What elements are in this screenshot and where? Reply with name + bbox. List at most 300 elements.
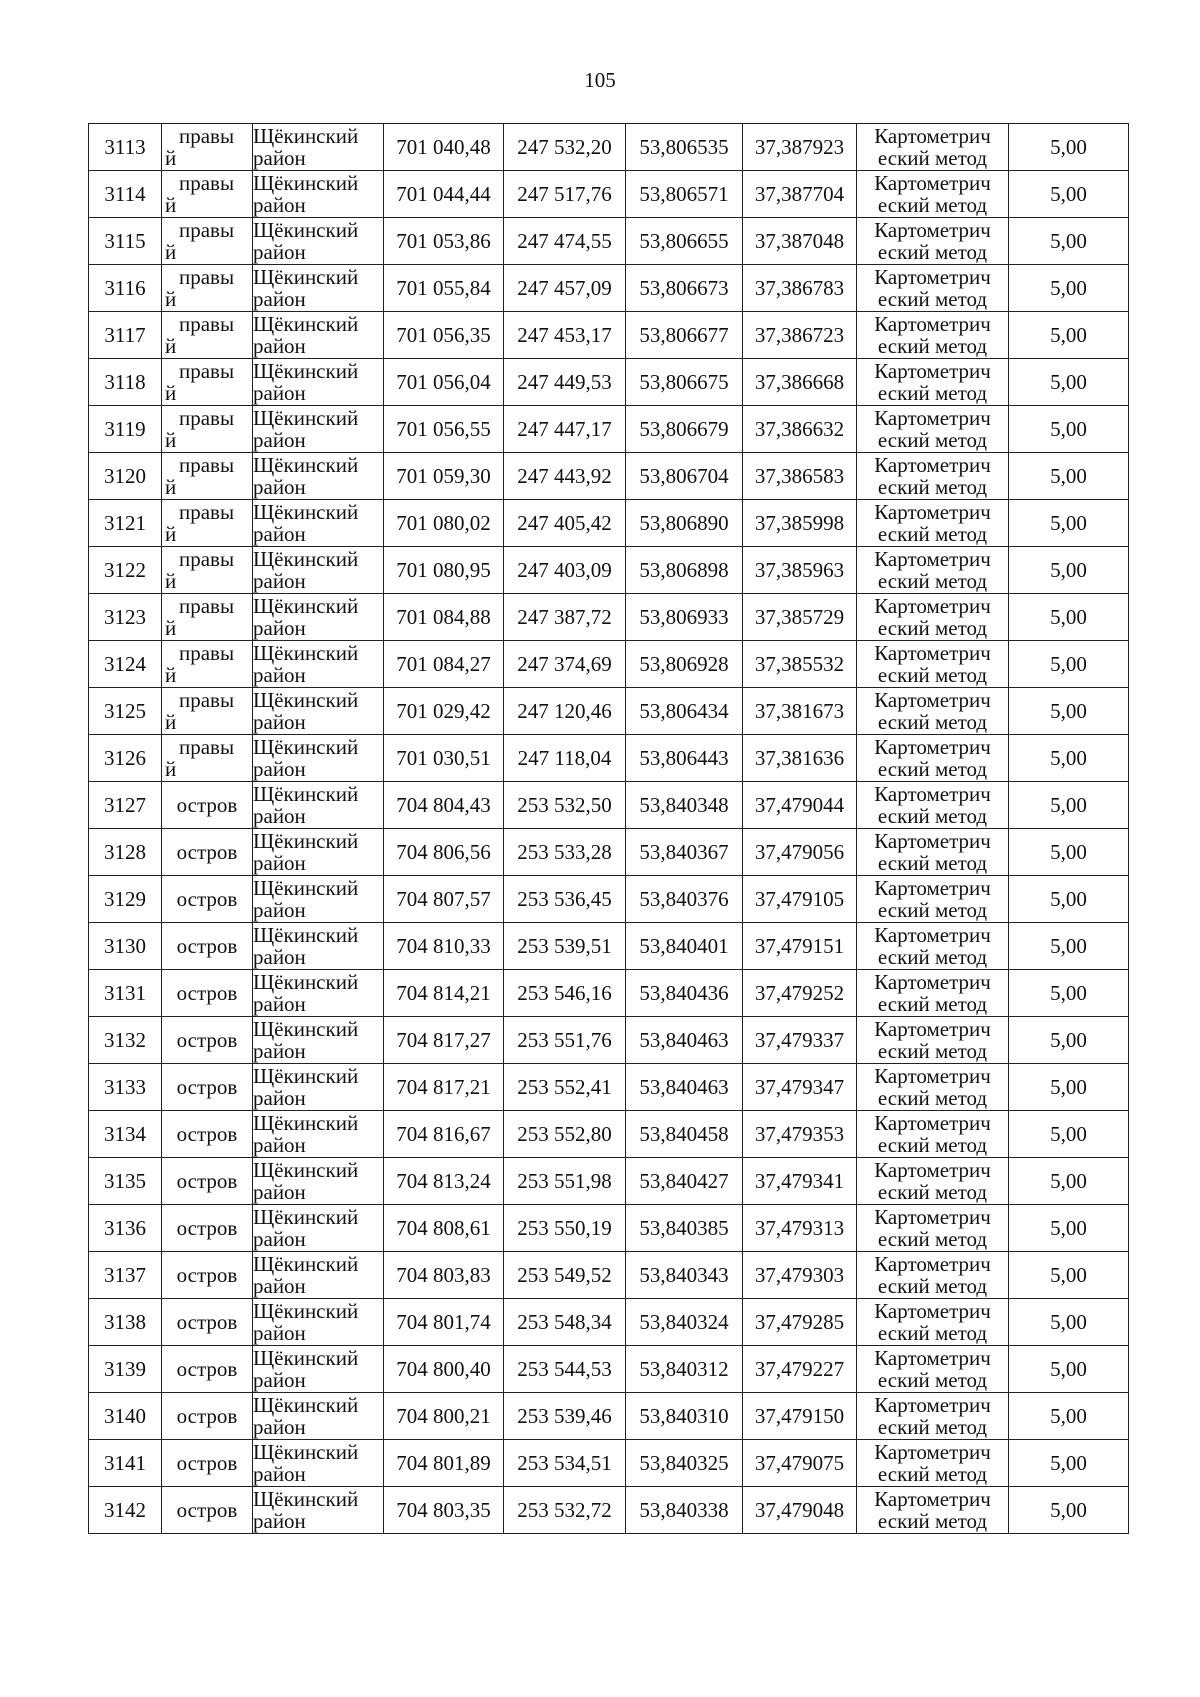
point-number-cell: 3126 [89, 735, 162, 782]
accuracy-cell: 5,00 [1009, 171, 1129, 218]
district-cell [253, 1017, 384, 1064]
x-coordinate-cell: 704 801,74 [384, 1299, 504, 1346]
method-line-1: Картометрич [874, 1205, 991, 1229]
latitude-cell: 53,806655 [626, 218, 743, 265]
table-row [89, 1346, 1129, 1393]
accuracy-cell: 5,00 [1009, 876, 1129, 923]
accuracy-cell: 5,00 [1009, 406, 1129, 453]
district-line-2: район [253, 1227, 306, 1251]
method-line-1: Картометрич [874, 782, 991, 806]
x-coordinate-cell: 701 084,27 [384, 641, 504, 688]
longitude-cell: 37,385998 [743, 500, 857, 547]
latitude-cell: 53,840325 [626, 1440, 743, 1487]
method-cell [857, 1158, 1009, 1205]
point-number-cell: 3133 [89, 1064, 162, 1111]
x-coordinate-cell: 701 059,30 [384, 453, 504, 500]
latitude-cell: 53,806535 [626, 124, 743, 171]
method-cell [857, 406, 1009, 453]
district-line-1: Щёкинский [253, 1205, 359, 1229]
method-line-2: еский метод [877, 1039, 988, 1063]
method-cell [857, 265, 1009, 312]
bank-side-line-1: правы [179, 735, 235, 759]
bank-side-cell: остров [162, 1205, 253, 1252]
bank-side-line-1: правы [179, 406, 235, 430]
method-line-1: Картометрич [874, 1346, 991, 1370]
bank-side-cell: остров [162, 829, 253, 876]
table-row [89, 829, 1129, 876]
method-line-1: Картометрич [874, 1487, 991, 1511]
district-line-1: Щёкинский [253, 359, 359, 383]
x-coordinate-cell: 704 816,67 [384, 1111, 504, 1158]
latitude-cell: 53,840385 [626, 1205, 743, 1252]
y-coordinate-cell: 247 374,69 [504, 641, 626, 688]
y-coordinate-cell: 247 403,09 [504, 547, 626, 594]
accuracy-cell: 5,00 [1009, 124, 1129, 171]
x-coordinate-cell: 701 056,04 [384, 359, 504, 406]
y-coordinate-cell: 247 443,92 [504, 453, 626, 500]
point-number-cell: 3136 [89, 1205, 162, 1252]
bank-side-line-1: правы [179, 594, 235, 618]
district-line-1: Щёкинский [253, 923, 359, 947]
point-number-cell: 3130 [89, 923, 162, 970]
x-coordinate-cell: 704 803,35 [384, 1487, 504, 1534]
method-cell [857, 500, 1009, 547]
accuracy-cell: 5,00 [1009, 1064, 1129, 1111]
x-coordinate-cell: 701 056,55 [384, 406, 504, 453]
x-coordinate-cell: 704 804,43 [384, 782, 504, 829]
bank-side-line-2: й [165, 287, 177, 311]
method-line-1: Картометрич [874, 124, 991, 148]
y-coordinate-cell: 253 546,16 [504, 970, 626, 1017]
method-line-2: еский метод [877, 1133, 988, 1157]
method-line-2: еский метод [877, 616, 988, 640]
bank-side-cell [162, 312, 253, 359]
latitude-cell: 53,806673 [626, 265, 743, 312]
bank-side-cell: остров [162, 1158, 253, 1205]
method-line-2: еский метод [877, 992, 988, 1016]
y-coordinate-cell: 253 534,51 [504, 1440, 626, 1487]
accuracy-cell: 5,00 [1009, 500, 1129, 547]
point-number-cell: 3123 [89, 594, 162, 641]
point-number-cell: 3124 [89, 641, 162, 688]
bank-side-cell [162, 171, 253, 218]
bank-side-cell: остров [162, 876, 253, 923]
bank-side-cell [162, 547, 253, 594]
district-line-2: район [253, 1274, 306, 1298]
method-line-1: Картометрич [874, 406, 991, 430]
district-line-2: район [253, 381, 306, 405]
latitude-cell: 53,806571 [626, 171, 743, 218]
district-cell [253, 359, 384, 406]
method-line-1: Картометрич [874, 265, 991, 289]
y-coordinate-cell: 247 118,04 [504, 735, 626, 782]
table-row [89, 218, 1129, 265]
longitude-cell: 37,479313 [743, 1205, 857, 1252]
method-line-1: Картометрич [874, 1064, 991, 1088]
accuracy-cell: 5,00 [1009, 1440, 1129, 1487]
district-line-2: район [253, 146, 306, 170]
method-line-2: еский метод [877, 428, 988, 452]
method-line-2: еский метод [877, 1415, 988, 1439]
x-coordinate-cell: 701 080,95 [384, 547, 504, 594]
district-line-2: район [253, 1180, 306, 1204]
method-cell [857, 594, 1009, 641]
method-line-2: еский метод [877, 334, 988, 358]
bank-side-line-2: й [165, 334, 177, 358]
district-line-1: Щёкинский [253, 782, 359, 806]
bank-side-cell [162, 124, 253, 171]
method-cell [857, 1205, 1009, 1252]
method-cell [857, 218, 1009, 265]
latitude-cell: 53,806933 [626, 594, 743, 641]
x-coordinate-cell: 704 814,21 [384, 970, 504, 1017]
latitude-cell: 53,840367 [626, 829, 743, 876]
longitude-cell: 37,479341 [743, 1158, 857, 1205]
accuracy-cell: 5,00 [1009, 1487, 1129, 1534]
bank-side-cell: остров [162, 1017, 253, 1064]
point-number-cell: 3131 [89, 970, 162, 1017]
point-number-cell: 3134 [89, 1111, 162, 1158]
district-line-2: район [253, 945, 306, 969]
point-number-cell: 3141 [89, 1440, 162, 1487]
latitude-cell: 53,806898 [626, 547, 743, 594]
method-line-2: еский метод [877, 146, 988, 170]
longitude-cell: 37,385532 [743, 641, 857, 688]
y-coordinate-cell: 253 552,41 [504, 1064, 626, 1111]
latitude-cell: 53,806443 [626, 735, 743, 782]
longitude-cell: 37,479227 [743, 1346, 857, 1393]
district-line-2: район [253, 992, 306, 1016]
y-coordinate-cell: 253 539,51 [504, 923, 626, 970]
bank-side-cell [162, 735, 253, 782]
method-line-1: Картометрич [874, 923, 991, 947]
page-number: 105 [584, 68, 616, 92]
district-cell [253, 500, 384, 547]
x-coordinate-cell: 704 801,89 [384, 1440, 504, 1487]
district-line-1: Щёкинский [253, 500, 359, 524]
y-coordinate-cell: 253 532,50 [504, 782, 626, 829]
method-cell [857, 1299, 1009, 1346]
table-row [89, 171, 1129, 218]
district-cell [253, 782, 384, 829]
district-line-1: Щёкинский [253, 1017, 359, 1041]
bank-side-line-2: й [165, 569, 177, 593]
longitude-cell: 37,479337 [743, 1017, 857, 1064]
method-line-1: Картометрич [874, 547, 991, 571]
bank-side-line-1: правы [179, 359, 235, 383]
method-cell [857, 735, 1009, 782]
district-cell [253, 1487, 384, 1534]
method-line-2: еский метод [877, 475, 988, 499]
x-coordinate-cell: 704 817,21 [384, 1064, 504, 1111]
table-row [89, 782, 1129, 829]
table-body [89, 124, 1129, 1534]
table-row [89, 594, 1129, 641]
table-row [89, 1158, 1129, 1205]
bank-side-cell [162, 594, 253, 641]
district-line-2: район [253, 287, 306, 311]
bank-side-line-2: й [165, 428, 177, 452]
method-cell [857, 641, 1009, 688]
method-line-1: Картометрич [874, 1440, 991, 1464]
method-line-2: еский метод [877, 1368, 988, 1392]
longitude-cell: 37,385963 [743, 547, 857, 594]
bank-side-line-2: й [165, 381, 177, 405]
y-coordinate-cell: 253 548,34 [504, 1299, 626, 1346]
district-line-1: Щёкинский [253, 970, 359, 994]
district-cell [253, 1346, 384, 1393]
district-cell [253, 923, 384, 970]
bank-side-line-2: й [165, 240, 177, 264]
method-line-1: Картометрич [874, 829, 991, 853]
district-line-2: район [253, 428, 306, 452]
method-line-2: еский метод [877, 757, 988, 781]
longitude-cell: 37,479151 [743, 923, 857, 970]
district-cell [253, 453, 384, 500]
district-line-2: район [253, 1133, 306, 1157]
x-coordinate-cell: 701 056,35 [384, 312, 504, 359]
district-cell [253, 594, 384, 641]
bank-side-line-1: правы [179, 500, 235, 524]
method-line-1: Картометрич [874, 453, 991, 477]
table-row [89, 453, 1129, 500]
point-number-cell: 3137 [89, 1252, 162, 1299]
district-line-1: Щёкинский [253, 406, 359, 430]
longitude-cell: 37,386668 [743, 359, 857, 406]
y-coordinate-cell: 247 457,09 [504, 265, 626, 312]
district-line-1: Щёкинский [253, 688, 359, 712]
latitude-cell: 53,840348 [626, 782, 743, 829]
method-line-2: еский метод [877, 710, 988, 734]
point-number-cell: 3116 [89, 265, 162, 312]
method-line-1: Картометрич [874, 594, 991, 618]
method-cell [857, 453, 1009, 500]
x-coordinate-cell: 704 808,61 [384, 1205, 504, 1252]
point-number-cell: 3120 [89, 453, 162, 500]
latitude-cell: 53,840427 [626, 1158, 743, 1205]
district-cell [253, 1440, 384, 1487]
longitude-cell: 37,479075 [743, 1440, 857, 1487]
method-line-2: еский метод [877, 1321, 988, 1345]
bank-side-cell: остров [162, 1064, 253, 1111]
district-line-2: район [253, 804, 306, 828]
district-cell [253, 218, 384, 265]
method-line-1: Картометрич [874, 1393, 991, 1417]
district-line-2: район [253, 475, 306, 499]
method-cell [857, 1487, 1009, 1534]
point-number-cell: 3113 [89, 124, 162, 171]
method-line-2: еский метод [877, 1274, 988, 1298]
point-number-cell: 3142 [89, 1487, 162, 1534]
bank-side-line-1: правы [179, 265, 235, 289]
district-line-1: Щёкинский [253, 218, 359, 242]
point-number-cell: 3128 [89, 829, 162, 876]
table-row [89, 359, 1129, 406]
district-line-2: район [253, 1415, 306, 1439]
method-line-2: еский метод [877, 1180, 988, 1204]
method-cell [857, 1252, 1009, 1299]
point-number-cell: 3117 [89, 312, 162, 359]
method-cell [857, 1440, 1009, 1487]
latitude-cell: 53,840463 [626, 1064, 743, 1111]
point-number-cell: 3115 [89, 218, 162, 265]
coordinates-table [88, 123, 1129, 1534]
bank-side-line-2: й [165, 193, 177, 217]
method-cell [857, 688, 1009, 735]
accuracy-cell: 5,00 [1009, 594, 1129, 641]
latitude-cell: 53,840338 [626, 1487, 743, 1534]
bank-side-cell: остров [162, 1252, 253, 1299]
accuracy-cell: 5,00 [1009, 735, 1129, 782]
bank-side-line-2: й [165, 663, 177, 687]
longitude-cell: 37,479150 [743, 1393, 857, 1440]
method-line-2: еский метод [877, 804, 988, 828]
table-row [89, 970, 1129, 1017]
district-line-1: Щёкинский [253, 1440, 359, 1464]
district-cell [253, 1299, 384, 1346]
longitude-cell: 37,385729 [743, 594, 857, 641]
table-row [89, 1299, 1129, 1346]
method-cell [857, 1017, 1009, 1064]
method-line-1: Картометрич [874, 641, 991, 665]
bank-side-cell: остров [162, 1346, 253, 1393]
x-coordinate-cell: 701 084,88 [384, 594, 504, 641]
district-line-1: Щёкинский [253, 1064, 359, 1088]
district-line-2: район [253, 334, 306, 358]
table-row [89, 735, 1129, 782]
bank-side-cell [162, 359, 253, 406]
latitude-cell: 53,840436 [626, 970, 743, 1017]
point-number-cell: 3114 [89, 171, 162, 218]
district-cell [253, 1158, 384, 1205]
latitude-cell: 53,806890 [626, 500, 743, 547]
x-coordinate-cell: 704 817,27 [384, 1017, 504, 1064]
x-coordinate-cell: 701 029,42 [384, 688, 504, 735]
y-coordinate-cell: 247 532,20 [504, 124, 626, 171]
point-number-cell: 3119 [89, 406, 162, 453]
method-line-1: Картометрич [874, 1017, 991, 1041]
y-coordinate-cell: 247 449,53 [504, 359, 626, 406]
accuracy-cell: 5,00 [1009, 1158, 1129, 1205]
table-row [89, 1440, 1129, 1487]
bank-side-cell: остров [162, 1393, 253, 1440]
latitude-cell: 53,806704 [626, 453, 743, 500]
district-cell [253, 1205, 384, 1252]
accuracy-cell: 5,00 [1009, 1346, 1129, 1393]
x-coordinate-cell: 701 080,02 [384, 500, 504, 547]
accuracy-cell: 5,00 [1009, 1299, 1129, 1346]
method-line-2: еский метод [877, 1509, 988, 1533]
longitude-cell: 37,386632 [743, 406, 857, 453]
district-line-1: Щёкинский [253, 124, 359, 148]
district-cell [253, 876, 384, 923]
district-line-1: Щёкинский [253, 312, 359, 336]
bank-side-line-1: правы [179, 453, 235, 477]
table-row [89, 1487, 1129, 1534]
longitude-cell: 37,479044 [743, 782, 857, 829]
y-coordinate-cell: 253 532,72 [504, 1487, 626, 1534]
table-row [89, 500, 1129, 547]
bank-side-line-2: й [165, 710, 177, 734]
method-line-2: еский метод [877, 193, 988, 217]
bank-side-cell: остров [162, 970, 253, 1017]
x-coordinate-cell: 704 800,21 [384, 1393, 504, 1440]
method-cell [857, 970, 1009, 1017]
table-row [89, 876, 1129, 923]
district-line-1: Щёкинский [253, 1158, 359, 1182]
bank-side-cell: остров [162, 923, 253, 970]
latitude-cell: 53,840401 [626, 923, 743, 970]
district-line-2: район [253, 851, 306, 875]
district-line-1: Щёкинский [253, 265, 359, 289]
x-coordinate-cell: 704 813,24 [384, 1158, 504, 1205]
method-line-1: Картометрич [874, 171, 991, 195]
x-coordinate-cell: 701 053,86 [384, 218, 504, 265]
method-cell [857, 547, 1009, 594]
table-row [89, 923, 1129, 970]
district-cell [253, 1064, 384, 1111]
district-line-1: Щёкинский [253, 876, 359, 900]
district-line-2: район [253, 710, 306, 734]
method-line-2: еский метод [877, 1227, 988, 1251]
accuracy-cell: 5,00 [1009, 1111, 1129, 1158]
bank-side-cell [162, 453, 253, 500]
y-coordinate-cell: 253 536,45 [504, 876, 626, 923]
point-number-cell: 3139 [89, 1346, 162, 1393]
y-coordinate-cell: 253 539,46 [504, 1393, 626, 1440]
method-cell [857, 1111, 1009, 1158]
table-row [89, 641, 1129, 688]
accuracy-cell: 5,00 [1009, 641, 1129, 688]
method-line-1: Картометрич [874, 359, 991, 383]
method-cell [857, 171, 1009, 218]
table-row [89, 547, 1129, 594]
district-cell [253, 312, 384, 359]
method-line-1: Картометрич [874, 735, 991, 759]
district-line-1: Щёкинский [253, 1393, 359, 1417]
accuracy-cell: 5,00 [1009, 688, 1129, 735]
x-coordinate-cell: 704 800,40 [384, 1346, 504, 1393]
accuracy-cell: 5,00 [1009, 359, 1129, 406]
y-coordinate-cell: 247 120,46 [504, 688, 626, 735]
method-line-1: Картометрич [874, 218, 991, 242]
method-line-2: еский метод [877, 945, 988, 969]
table-row [89, 312, 1129, 359]
table-row [89, 406, 1129, 453]
method-cell [857, 923, 1009, 970]
latitude-cell: 53,806675 [626, 359, 743, 406]
district-line-1: Щёкинский [253, 1111, 359, 1135]
longitude-cell: 37,386583 [743, 453, 857, 500]
method-line-2: еский метод [877, 569, 988, 593]
method-cell [857, 124, 1009, 171]
latitude-cell: 53,840463 [626, 1017, 743, 1064]
table-row [89, 1064, 1129, 1111]
method-line-2: еский метод [877, 1462, 988, 1486]
longitude-cell: 37,479048 [743, 1487, 857, 1534]
y-coordinate-cell: 247 387,72 [504, 594, 626, 641]
district-cell [253, 1252, 384, 1299]
bank-side-cell: остров [162, 782, 253, 829]
accuracy-cell: 5,00 [1009, 923, 1129, 970]
method-line-2: еский метод [877, 522, 988, 546]
district-line-1: Щёкинский [253, 1346, 359, 1370]
bank-side-cell: остров [162, 1111, 253, 1158]
method-line-1: Картометрич [874, 1111, 991, 1135]
district-line-1: Щёкинский [253, 453, 359, 477]
table-row [89, 1252, 1129, 1299]
latitude-cell: 53,840324 [626, 1299, 743, 1346]
